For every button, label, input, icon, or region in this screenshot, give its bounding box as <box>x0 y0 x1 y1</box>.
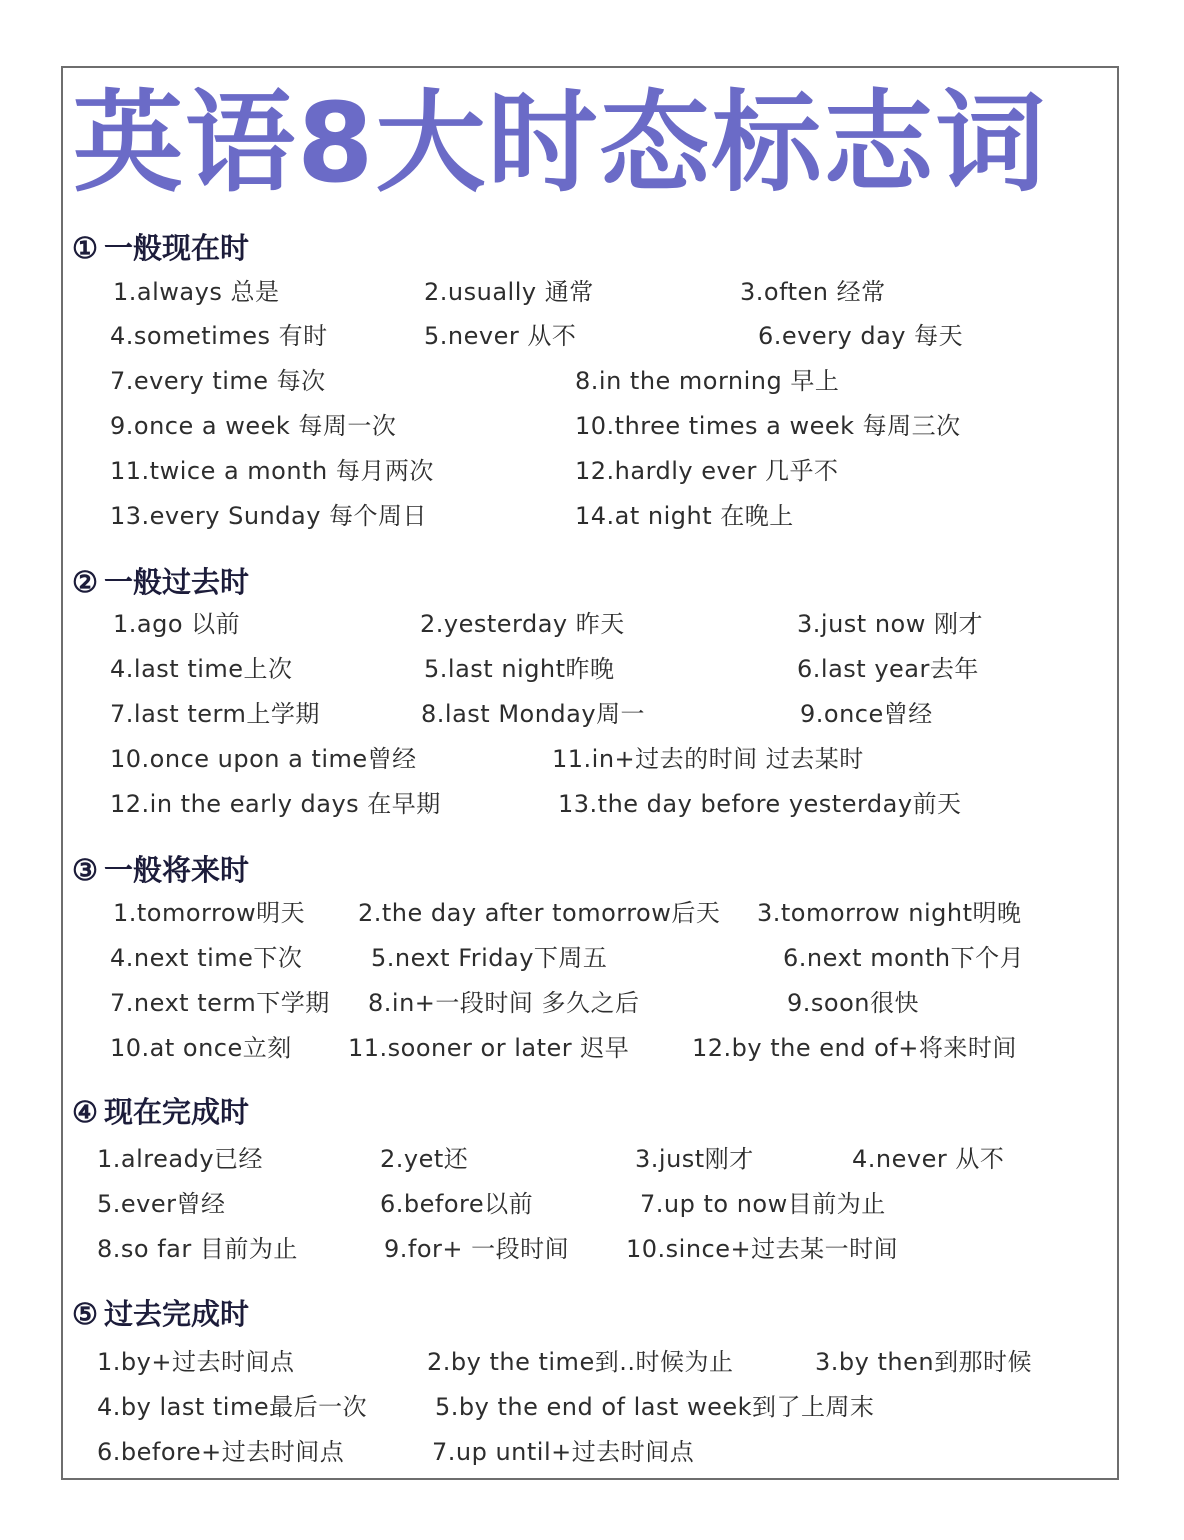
section-3-item: 12.by the end of+将来时间 <box>692 1034 1017 1062</box>
section-3-item: 2.the day after tomorrow后天 <box>358 899 721 927</box>
section-4-item: 9.for+ 一段时间 <box>384 1235 570 1263</box>
section-4-item: 5.ever曾经 <box>97 1190 226 1218</box>
section-5-number: ⑤ <box>72 1297 98 1331</box>
section-4-heading <box>72 1090 249 1131</box>
section-1-title: 一般现在时 <box>104 231 250 265</box>
section-1-item: 13.every Sunday 每个周日 <box>110 502 428 530</box>
section-5-title: 过去完成时 <box>104 1297 250 1331</box>
section-4-item: 1.already已经 <box>97 1145 264 1173</box>
section-4-number: ④ <box>72 1095 98 1129</box>
page-title: 英语8大时态标志词 <box>73 79 1048 207</box>
section-2-item: 8.last Monday周一 <box>421 700 646 728</box>
section-4-title: 现在完成时 <box>104 1095 250 1129</box>
section-3-item: 11.sooner or later 迟早 <box>348 1034 630 1062</box>
section-5-item: 3.by then到那时候 <box>815 1348 1033 1376</box>
section-4-item: 4.never 从不 <box>852 1145 1005 1173</box>
section-3-item: 6.next month下个月 <box>783 944 1025 972</box>
section-2-item: 1.ago 以前 <box>113 610 241 638</box>
section-4-item: 6.before以前 <box>380 1190 534 1218</box>
section-3-item: 7.next term下学期 <box>110 989 330 1017</box>
section-1-item: 2.usually 通常 <box>424 278 594 306</box>
section-2-item: 12.in the early days 在早期 <box>110 790 441 818</box>
section-1-item: 6.every day 每天 <box>758 322 964 350</box>
section-1-item: 7.every time 每次 <box>110 367 326 395</box>
section-1-item: 14.at night 在晚上 <box>575 502 794 530</box>
section-2-item: 5.last night昨晚 <box>424 655 615 683</box>
section-1-item: 5.never 从不 <box>424 322 577 350</box>
section-4-item: 2.yet还 <box>380 1145 469 1173</box>
section-3-title: 一般将来时 <box>104 853 250 887</box>
section-1-item: 8.in the morning 早上 <box>575 367 840 395</box>
section-2-item: 7.last term上学期 <box>110 700 320 728</box>
section-2-number: ② <box>72 565 98 599</box>
section-2-item: 6.last year去年 <box>797 655 979 683</box>
section-2-item: 9.once曾经 <box>800 700 933 728</box>
section-2-title: 一般过去时 <box>104 565 250 599</box>
section-1-item: 4.sometimes 有时 <box>110 322 328 350</box>
section-1-number: ① <box>72 231 98 265</box>
section-3-item: 3.tomorrow night明晚 <box>757 899 1022 927</box>
section-1-item: 1.always 总是 <box>113 278 280 306</box>
section-2-item: 13.the day before yesterday前天 <box>558 790 962 818</box>
section-5-item: 2.by the time到..时候为止 <box>427 1348 734 1376</box>
section-2-item: 3.just now 刚才 <box>797 610 983 638</box>
section-4-item: 8.so far 目前为止 <box>97 1235 298 1263</box>
section-2-item: 11.in+过去的时间 过去某时 <box>552 745 864 773</box>
section-5-heading <box>72 1292 249 1333</box>
section-5-item: 1.by+过去时间点 <box>97 1348 295 1376</box>
section-4-item: 3.just刚才 <box>635 1145 754 1173</box>
section-1-item: 9.once a week 每周一次 <box>110 412 397 440</box>
section-4-item: 10.since+过去某一时间 <box>626 1235 899 1263</box>
section-4-item: 7.up to now目前为止 <box>640 1190 886 1218</box>
section-5-item: 6.before+过去时间点 <box>97 1438 345 1466</box>
section-3-item: 4.next time下次 <box>110 944 303 972</box>
section-2-item: 4.last time上次 <box>110 655 293 683</box>
section-5-item: 7.up until+过去时间点 <box>432 1438 695 1466</box>
section-3-item: 1.tomorrow明天 <box>113 899 306 927</box>
section-3-item: 9.soon很快 <box>787 989 919 1017</box>
section-1-item: 11.twice a month 每月两次 <box>110 457 434 485</box>
section-1-heading <box>72 226 249 267</box>
section-5-item: 5.by the end of last week到了上周末 <box>435 1393 875 1421</box>
section-3-heading <box>72 848 249 889</box>
section-3-item: 8.in+一段时间 多久之后 <box>368 989 640 1017</box>
section-3-item: 10.at once立刻 <box>110 1034 292 1062</box>
section-3-number: ③ <box>72 853 98 887</box>
section-5-item: 4.by last time最后一次 <box>97 1393 368 1421</box>
section-3-item: 5.next Friday下周五 <box>371 944 608 972</box>
section-2-heading <box>72 560 249 601</box>
section-1-item: 3.often 经常 <box>740 278 886 306</box>
section-1-item: 10.three times a week 每周三次 <box>575 412 961 440</box>
section-1-item: 12.hardly ever 几乎不 <box>575 457 839 485</box>
section-2-item: 10.once upon a time曾经 <box>110 745 417 773</box>
section-2-item: 2.yesterday 昨天 <box>420 610 625 638</box>
